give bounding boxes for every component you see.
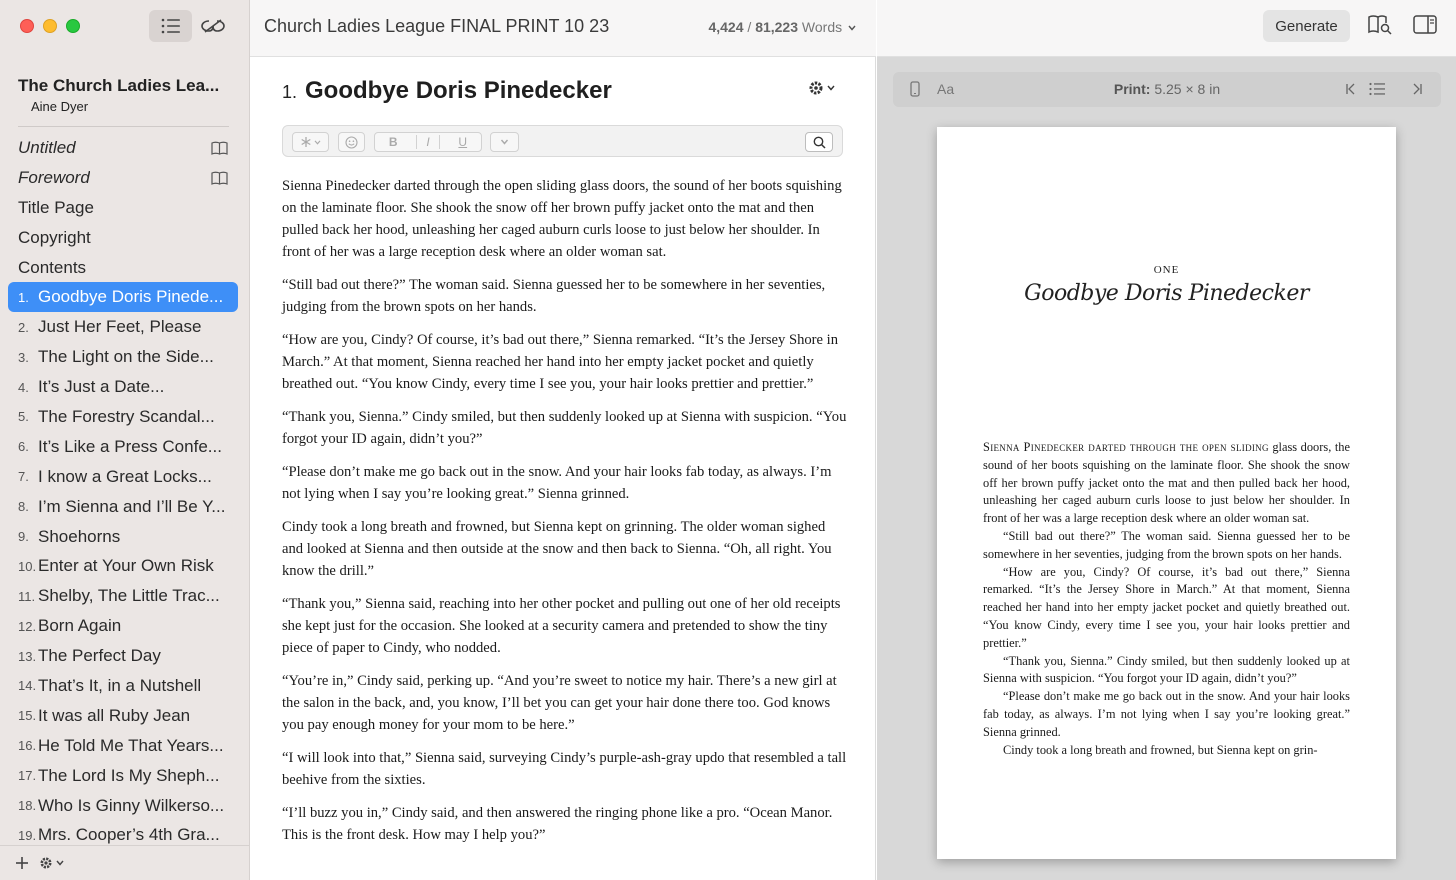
document-title: Church Ladies League FINAL PRINT 10 23 [264,16,610,36]
paragraph: “Still bad out there?” The woman said. Sienna guessed her to be somewhere in her seventies, judging from the brown spots on her hands. [282,277,826,315]
chapter-number: 1. [18,289,29,305]
paragraph: “Thank you,” Sienna said, reaching into her other pocket and pulling out one of her old receipts she kept just for the occasion. She looked at a security camera and pretended to show the tiny piece of paper to Cindy, who nodded. [282,596,841,656]
link-icon [201,18,225,34]
formatting-toolbar [282,125,843,157]
outline-view-button[interactable] [149,10,192,42]
sidebar-item-label: It’s Just a Date... [38,377,165,397]
word-count-current: 4,424 [708,19,744,35]
sidebar-item-frontmatter[interactable] [8,193,238,223]
chevron-down-icon [314,140,321,145]
divider [18,126,229,127]
sidebar-item-chapter[interactable] [8,641,238,671]
sidebar-item-chapter[interactable] [8,522,238,552]
paragraph: “I’ll buzz you in,” Cindy said, and then answered the ringing phone like a pro. “Ocean Manor. This is the front desk. How may I help you?” [282,805,833,843]
print-size-label[interactable] [893,81,1441,97]
paragraph: Cindy took a long breath and frowned, but Sienna kept on grinning. The older woman sighed and looked at Sienna and then outside at the snow and then back to Sienna. “Oh, all right. You know the drill.” [282,519,832,579]
chapter-number: 3. [18,349,29,365]
sidebar-item-label: Title Page [18,197,94,217]
chapter-number: 10. [18,558,37,574]
sidebar-item-label: Born Again [38,616,122,636]
sidebar-item-frontmatter[interactable] [8,163,238,193]
chapter-number: 7. [18,469,29,485]
paragraph: “You’re in,” Cindy said, perking up. “And you’re sweet to notice my hair. There’s a new girl at the salon in the back, and, you know, I’ll bet you can get your hair done there too. God knows you pay enough money for your mom to be here.” [282,673,837,733]
sidebar-item-chapter[interactable] [8,282,238,312]
sidebar-item-chapter[interactable] [8,372,238,402]
sidebar-item-chapter[interactable] [8,731,238,761]
sidebar-item-label: Foreword [18,167,90,187]
sidebar-item-label: Shelby, The Little Trac... [38,586,220,606]
word-count-total: 81,223 [755,19,799,35]
list-icon[interactable] [1369,82,1385,96]
underline-button[interactable]: U [458,135,468,149]
chapter-number: 16. [18,738,37,754]
chapter-number: 4. [18,379,29,395]
print-label: Print: [1113,81,1151,97]
sidebar-item-label: Shoehorns [38,526,121,546]
sidebar-item-label: The Perfect Day [38,646,161,666]
list-icon [161,18,181,34]
generate-button[interactable]: Generate [1263,10,1350,42]
editor-pane [250,0,876,880]
chevron-down-icon [56,860,64,866]
sidebar-item-frontmatter[interactable] [8,223,238,253]
chapter-number: 12. [18,618,37,634]
search-button[interactable] [805,132,833,152]
sidebar-item-label: That’s It, in a Nutshell [38,675,202,695]
chapter-number: 17. [18,768,37,784]
sidebar-item-label: I’m Sienna and I’ll Be Y... [38,496,226,516]
preview-toolbar [877,0,1456,57]
sidebar-item-label: Mrs. Cooper’s 4th Gra... [38,825,220,845]
sidebar-item-frontmatter[interactable] [8,133,238,163]
sidebar-item-label: Copyright [18,227,91,247]
paragraph: “How are you, Cindy? Of course, it’s bad out there,” Sienna remarked. “It’s the Jersey Shore in March.” At that moment, Sienna reached her hand into her empty jacket pocket and quietly breathed out. “You know Cindy, every time I see you, your hair looks prettier and prettier.” [282,332,839,392]
chapter-text[interactable] [282,175,847,857]
bold-button[interactable]: B [388,135,398,149]
page-paragraph: Cindy took a long breath and frowned, but Sienna kept on grin- [1003,742,1318,757]
add-icon[interactable] [15,856,29,870]
paragraph: Sienna Pinedecker darted through the open sliding glass doors, the sound of her boots squishing on the laminate floor. She shook the snow off her brown puffy jacket onto the mat and then pulled back her hood, unleashing her caged auburn curls loose to just below her shoulder. In front of her was a large reception desk where an older woman sat. [282,178,842,260]
page-lead-in: Sienna Pinedecker darted through the open sliding [983,440,1269,454]
sidebar-item-chapter[interactable] [8,492,238,522]
sidebar-item-chapter[interactable] [8,581,238,611]
preview-pane [877,0,1456,880]
gear-icon [39,856,53,870]
page-paragraph: “Still bad out there?” The woman said. Sienna guessed her to be somewhere in her seventies, judging from the brown spots on her hands. [983,528,1350,561]
emoji-button[interactable] [338,132,365,152]
chapter-number: 19. [18,827,37,843]
sidebar [0,0,250,880]
paragraph: “Please don’t make me go back out in the snow. And your hair looks fab today, as always. I’m not lying when I say you’re looking great.” Sienna grinned. [282,464,832,502]
settings-menu-button[interactable] [39,856,64,870]
smiley-icon [345,136,358,149]
sidebar-item-chapter[interactable] [8,342,238,372]
sidebar-item-chapter[interactable] [8,611,238,641]
page-paragraph [983,439,1350,528]
gear-icon [808,80,824,96]
chapter-number: 11. [18,588,36,604]
font-size-button[interactable]: Aa [937,81,955,97]
sidebar-item-chapter[interactable] [8,791,238,821]
chapter-number: 8. [18,499,29,515]
preview-device-bar [893,72,1441,107]
page-paragraph: “How are you, Cindy? Of course, it’s bad out there,” Sienna remarked. “It’s the Jersey Shore in March.” At that moment, Sienna reached her hand into her empty jacket pocket and quietly breathed out. “You know Cindy, every time I see you, your hair looks prettier and prettier.” [983,564,1350,650]
sidebar-item-label: Who Is Ginny Wilkerso... [38,795,225,815]
sidebar-item-label: Enter at Your Own Risk [38,556,214,576]
sidebar-item-chapter[interactable] [8,671,238,701]
asterisk-icon [300,136,312,148]
chapter-title[interactable]: Goodbye Doris Pinedecker [305,77,612,104]
sidebar-item-chapter[interactable] [8,701,238,731]
chevron-down-icon [848,25,856,31]
editor-toolbar [250,0,876,57]
word-count-menu[interactable] [708,19,856,35]
style-menu-button[interactable] [292,132,329,152]
sidebar-item-label: Goodbye Doris Pinede... [38,287,224,307]
window-controls [20,19,80,33]
page-chapter-title: Goodbye Doris Pinedecker [1024,281,1309,306]
book-author: Aine Dyer [31,99,89,114]
chapter-number: 2. [18,319,29,335]
sidebar-item-label: Contents [18,257,87,277]
chapter-number: 15. [18,708,37,724]
paragraph: “I will look into that,” Sienna said, surveying Cindy’s purple-ash-gray updo that resembled a tall beehive from the sixties. [282,750,847,788]
sidebar-item-chapter[interactable] [8,432,238,462]
sidebar-item-frontmatter[interactable] [8,253,238,283]
chevron-down-icon [500,139,509,145]
page-paragraph: “Please don’t make me go back out in the snow. And your hair looks fab today, as always. I’m not lying when I say you’re looking great.” Sienna grinned. [983,689,1350,739]
print-size-value: 5.25 × 8 in [1150,81,1221,97]
sidebar-item-chapter[interactable] [8,402,238,432]
sidebar-item-label: He Told Me That Years... [38,735,224,755]
minimize-window-button[interactable] [43,19,57,33]
zoom-window-button[interactable] [66,19,80,33]
first-page-icon[interactable] [1345,83,1357,95]
sidebar-item-chapter[interactable] [8,761,238,791]
chapter-number: 18. [18,798,37,814]
sidebar-item-label: The Light on the Side... [38,347,214,367]
print-preview-page [937,127,1396,859]
sidebar-item-label: The Lord Is My Sheph... [38,765,220,785]
paragraph: “Thank you, Sienna.” Cindy smiled, but then suddenly looked up at Sienna with suspicion. “You forgot your ID again, didn’t you?” [282,409,847,447]
book-icon [211,141,228,155]
text-style-group [374,132,482,152]
chapter-number: 5. [18,409,29,425]
page-body-text [983,439,1350,759]
sidebar-toggle-icon[interactable] [1413,15,1437,34]
word-count-separator: / [743,19,756,35]
sidebar-item-label: Just Her Feet, Please [38,317,202,337]
last-page-icon[interactable] [1411,83,1423,95]
page-first-text: glass doors, the sound of her boots squishing on the laminate floor. She shook the snow off her brown puffy jacket onto the mat and then pulled back her hood, unleashing her caged auburn curls loose to just below her shoulder. In front of her was a large reception desk where an older woman sat. [983,440,1350,526]
chapter-number: 6. [18,439,29,455]
chapter-number: 13. [18,648,37,664]
sidebar-item-label: Untitled [18,137,76,157]
word-count-unit: Words [798,19,843,35]
italic-button[interactable]: I [416,135,439,149]
search-icon [813,136,826,149]
book-title[interactable]: The Church Ladies Lea... [18,76,220,95]
chevron-down-icon [827,85,835,91]
page-paragraph: “Thank you, Sienna.” Cindy smiled, but then suddenly looked up at Sienna with suspicion. “You forgot your ID again, didn’t you?” [983,653,1350,686]
chapter-number: 1. [282,82,298,102]
sidebar-item-label: I know a Great Locks... [38,466,212,486]
more-format-button[interactable] [490,132,519,152]
close-window-button[interactable] [20,19,34,33]
book-icon [211,171,228,185]
chapter-settings-button[interactable] [808,80,835,96]
chapter-list [8,133,238,850]
sidebar-item-chapter[interactable] [8,312,238,342]
chapter-number: 9. [18,529,29,545]
sidebar-item-label: It was all Ruby Jean [38,705,191,725]
book-search-icon[interactable] [1367,14,1393,36]
sidebar-footer [0,845,249,880]
link-button[interactable] [196,10,230,42]
sidebar-item-label: It’s Like a Press Confe... [38,436,222,456]
chapter-number: 14. [18,678,37,694]
sidebar-item-chapter[interactable] [8,462,238,492]
page-chapter-number: ONE [1153,264,1180,276]
sidebar-item-label: The Forestry Scandal... [38,406,215,426]
sidebar-item-chapter[interactable] [8,551,238,581]
chapter-heading [282,77,612,105]
